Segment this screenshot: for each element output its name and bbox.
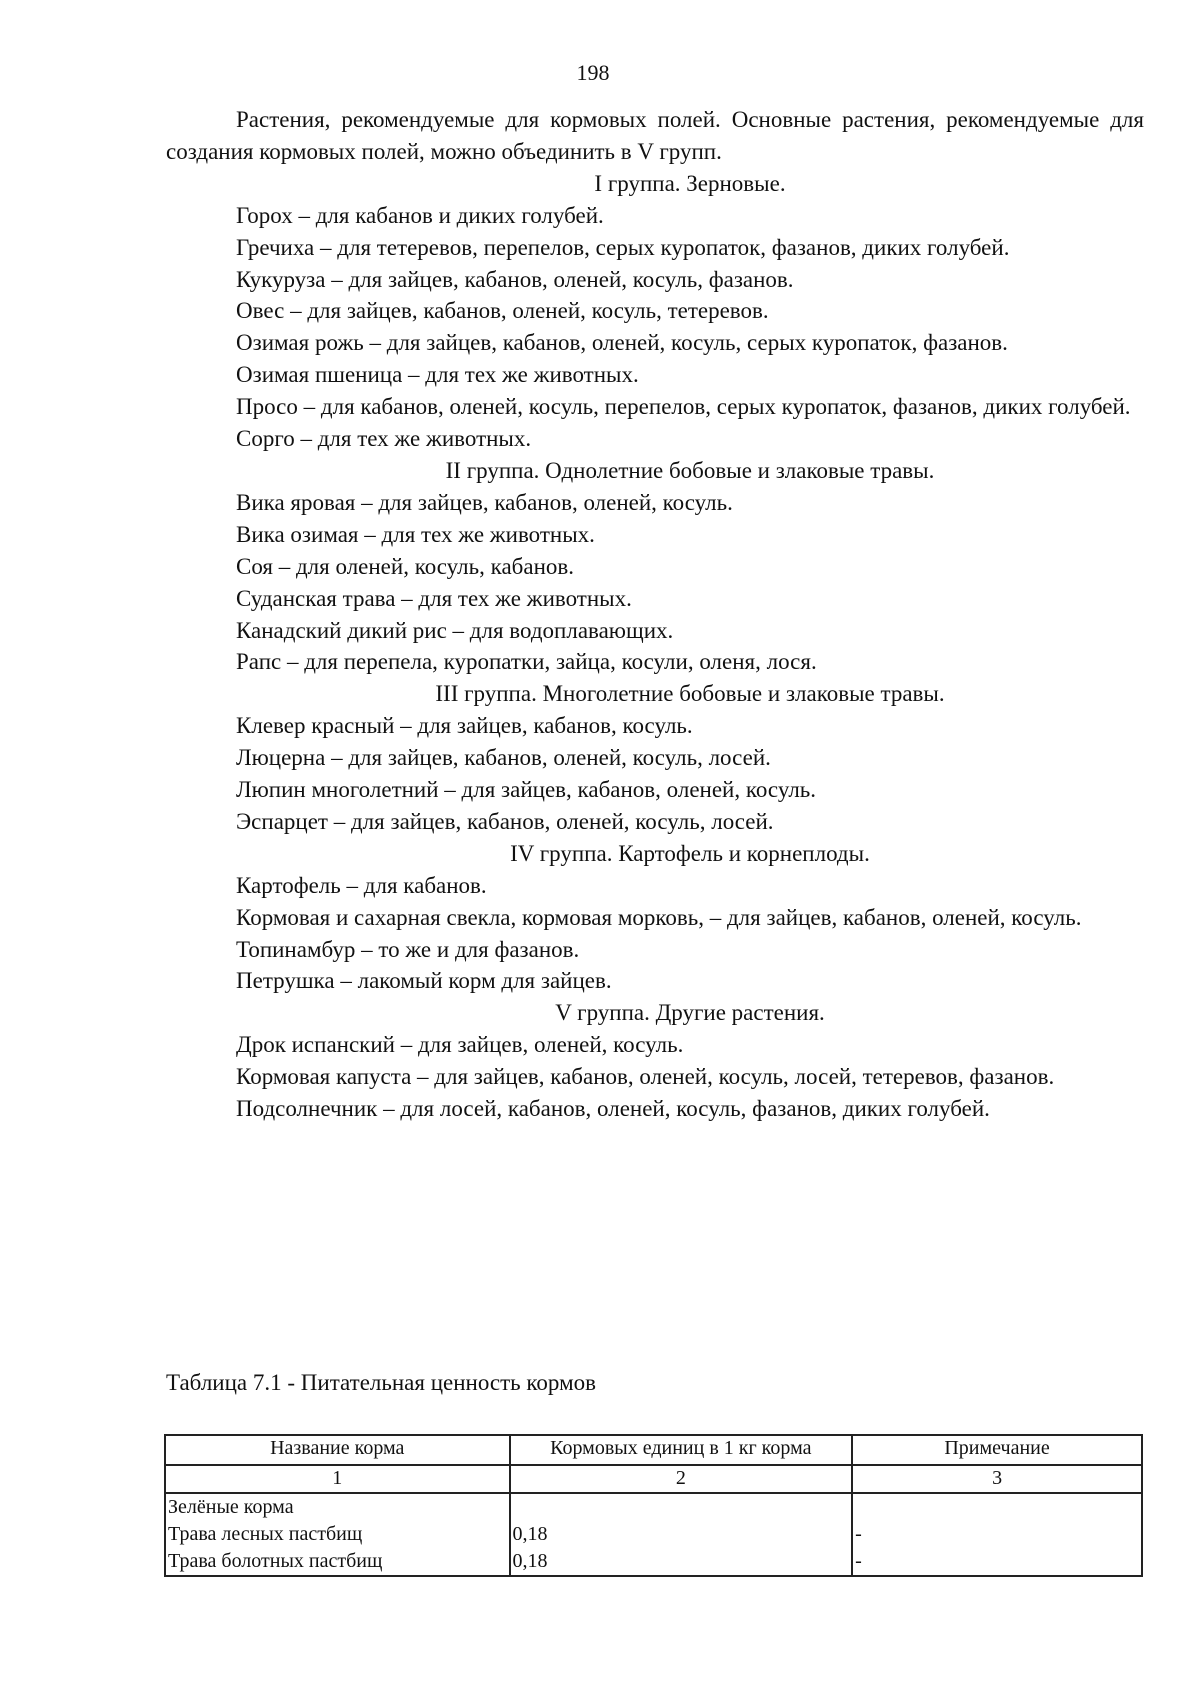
- table-cell: [510, 1493, 853, 1576]
- plant-entry: Клевер красный – для зайцев, кабанов, косуль.: [236, 713, 693, 739]
- table-column-number: 3: [852, 1465, 1142, 1493]
- table-header-row: [165, 1435, 1142, 1465]
- table-row: [165, 1493, 1142, 1576]
- plant-entry: Озимая пшеница – для тех же животных.: [236, 362, 639, 388]
- plant-entry: Овес – для зайцев, кабанов, оленей, косуль, тетеревов.: [236, 298, 769, 324]
- body-text: [166, 104, 1144, 1125]
- plant-entry: Суданская трава – для тех же животных.: [236, 585, 632, 611]
- table-column-number: 2: [510, 1465, 853, 1493]
- plant-entry: Картофель – для кабанов.: [236, 872, 487, 898]
- feed-value-table: [164, 1434, 1143, 1577]
- page-number: 198: [576, 60, 610, 85]
- table-cell: [852, 1493, 1142, 1576]
- plant-entry: Эспарцет – для зайцев, кабанов, оленей, косуль, лосей.: [236, 808, 774, 834]
- plant-entry: Люцерна – для зайцев, кабанов, оленей, косуль, лосей.: [236, 745, 771, 771]
- table-cell-note: -: [855, 1523, 862, 1545]
- plant-entry: Горох – для кабанов и диких голубей.: [236, 202, 604, 228]
- table-cell-name: Трава лесных пастбищ: [168, 1523, 363, 1545]
- plant-entry: Соя – для оленей, косуль, кабанов.: [236, 553, 575, 579]
- plant-entry: Вика озимая – для тех же животных.: [236, 521, 595, 547]
- plant-entry: Рапс – для перепела, куропатки, зайца, косули, оленя, лося.: [236, 649, 817, 675]
- plant-entry: Люпин многолетний – для зайцев, кабанов, оленей, косуль.: [236, 777, 817, 803]
- plant-entry: Озимая рожь – для зайцев, кабанов, оленей, косуль, серых куропаток, фазанов.: [236, 330, 1008, 356]
- plant-entry: Вика яровая – для зайцев, кабанов, оленей, косуль.: [236, 489, 733, 515]
- table-cell-name: Трава болотных пастбищ: [168, 1550, 383, 1572]
- group-heading: I группа. Зерновые.: [594, 170, 786, 196]
- plant-entry: Дрок испанский – для зайцев, оленей, косуль.: [236, 1032, 684, 1058]
- plant-entry: Кормовая капуста – для зайцев, кабанов, оленей, косуль, лосей, тетеревов, фазанов.: [236, 1064, 1055, 1090]
- plant-entry: Просо – для кабанов, оленей, косуль, перепелов, серых куропаток, фазанов, диких голубей.: [236, 394, 1131, 420]
- intro-paragraph: Растения, рекомендуемые для кормовых полей. Основные растения, рекомендуемые для создания кормовых полей, можно объединить в V групп.: [166, 107, 1144, 164]
- plant-entry: Кормовая и сахарная свекла, кормовая морковь, – для зайцев, кабанов, оленей, косуль.: [236, 904, 1082, 930]
- table-header-cell: Примечание: [852, 1435, 1142, 1465]
- plant-entry: Подсолнечник – для лосей, кабанов, оленей, косуль, фазанов, диких голубей.: [236, 1096, 990, 1122]
- table-header-cell: Название корма: [165, 1435, 510, 1465]
- group-heading: IV группа. Картофель и корнеплоды.: [510, 840, 870, 866]
- table-cell-units: 0,18: [512, 1550, 548, 1572]
- table-cell: [165, 1493, 510, 1576]
- table-column-number: 1: [165, 1465, 510, 1493]
- table-column-number-row: [165, 1465, 1142, 1493]
- plant-entry: Гречиха – для тетеревов, перепелов, серых куропаток, фазанов, диких голубей.: [236, 234, 1010, 260]
- plant-entry: Сорго – для тех же животных.: [236, 426, 532, 452]
- plant-entry: Петрушка – лакомый корм для зайцев.: [236, 968, 612, 994]
- plant-entry: Топинамбур – то же и для фазанов.: [236, 936, 580, 962]
- table-cell-units: 0,18: [512, 1523, 548, 1545]
- table-section-title: Зелёные корма: [168, 1496, 294, 1518]
- plant-entry: Кукуруза – для зайцев, кабанов, оленей, косуль, фазанов.: [236, 266, 794, 292]
- group-heading: III группа. Многолетние бобовые и злаковые травы.: [435, 681, 945, 707]
- group-heading: II группа. Однолетние бобовые и злаковые травы.: [445, 457, 935, 483]
- group-heading: V группа. Другие растения.: [555, 1000, 825, 1026]
- table-cell-note: -: [855, 1550, 862, 1572]
- table-header-cell: Кормовых единиц в 1 кг корма: [510, 1435, 853, 1465]
- plant-entry: Канадский дикий рис – для водоплавающих.: [236, 617, 674, 643]
- table-caption: Таблица 7.1 - Питательная ценность кормов: [166, 1370, 596, 1395]
